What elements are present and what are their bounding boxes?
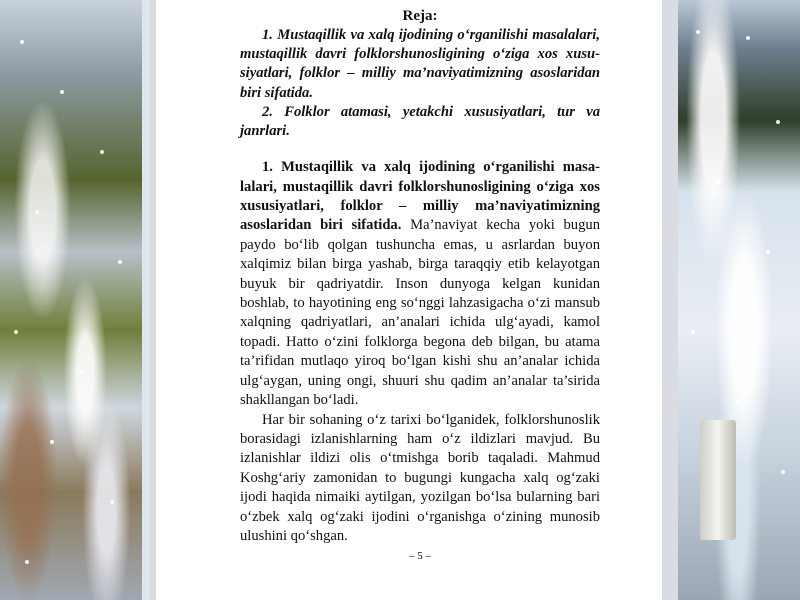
tree-trunk-decoration — [700, 420, 736, 540]
outline-item-1: 1. Mustaqillik va xalq ijodining o‘rganilishi masalalari, mustaqillik davri folklorshunosligining o‘ziga xos xusu-siyatlari, folklor – milliy ma’naviyatimizning asoslaridan biri sifatida. — [240, 27, 600, 101]
outline-item-2: 2. Folklor atamasi, yetakchi xususiyatlari, tur va janrlari. — [240, 103, 600, 140]
section-title-1: 1. Mustaqillik va xalq ijodining o‘rganilishi masa-lalari, mustaqillik davri folklorshunosligining o‘ziga xos xususiyatlari, folklor – milliy ma’naviyatimizning asoslaridan biri sifatida. — [240, 159, 600, 234]
body-text — [240, 158, 600, 546]
plan-heading: Reja: — [402, 8, 438, 24]
paragraph-2 — [240, 411, 600, 547]
background-image-left — [0, 0, 142, 600]
paragraph-1 — [240, 158, 600, 410]
paragraph-1-text: Ma’naviyat kecha yoki bugun paydo bo‘lib qolgan tushuncha emas, u asrlardan buyon xalqimiz bilan birga yashab, birga taraqqiy etib kelayotgan buyuk bir qadriyatdir. Inson dunyoga kelgan kunidan boshlab, to hayotining eng so‘nggi lahzasigacha o‘zi mansub xalqning qadriyatlari, an’analari ichida ulg‘ayadi, kamol topadi. Hatto o‘zini folklorga begona deb bilgan, bu atama ta’rifidan mutlaqo yiroq bo‘lgan kishi shu an’analar ichida ulg‘aygan, uning ongi, shuuri shu qadim an’analar ta’sirida shakllangan bo‘ladi. — [240, 217, 600, 409]
background-image-right — [676, 0, 800, 600]
paragraph-2-text: Har bir sohaning o‘z tarixi bo‘lganidek, folklorshunoslik borasidagi izlanishlarning ham o‘z ildizlari mavjud. Bu izlanishlar ildizi olis o‘tmishga borib taqaladi. Mahmud Koshg‘ariy zamonidan to bugungi kungacha xalq og‘zaki ijodi haqida nimaiki aytilgan, yozilgan bo‘lsa bularning bari o‘zbek xalq og‘zaki ijodini o‘rganishga o‘zining munosib ulushini qo‘shgan. — [240, 411, 600, 544]
page-number: – 5 – — [409, 550, 431, 563]
plan-outline — [240, 26, 600, 141]
document-page — [156, 0, 662, 600]
